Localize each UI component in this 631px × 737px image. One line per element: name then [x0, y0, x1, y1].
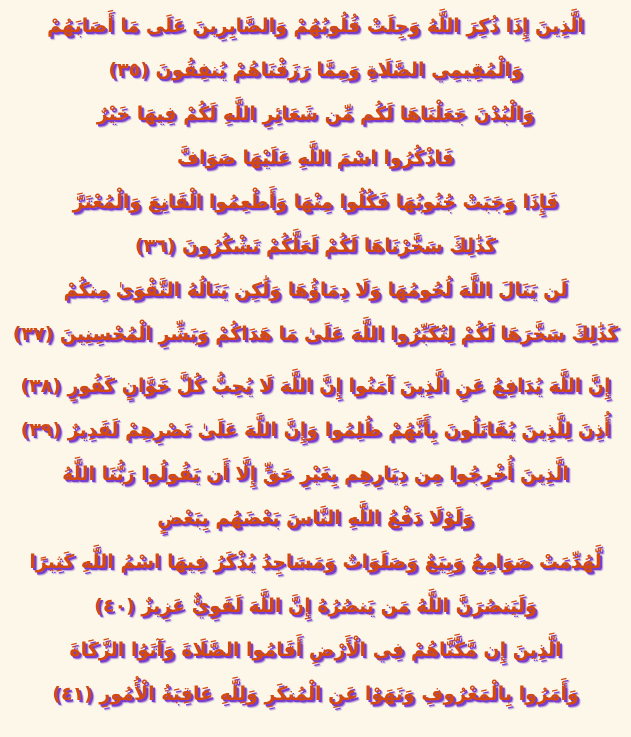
verse-line-5: فَإِذَا وَجَبَتْ جُنُوبُهَا فَكُلُوا مِنْهَا وَأَطْعِمُوا الْقَانِعَ وَالْمُعْتَرَّ [72, 191, 559, 213]
verse-line-6: كَذَٰلِكَ سَخَّرْنَاهَا لَكُمْ لَعَلَّكُمْ تَشْكُرُونَ (٣٦) [134, 235, 497, 257]
verse-line-4: فَاذْكُرُوا اسْمَ اللَّهِ عَلَيْهَا صَوَافَّ [176, 147, 455, 169]
verse-line-8: كَذَٰلِكَ سَخَّرَهَا لَكُمْ لِتُكَبِّرُوا اللَّهَ عَلَىٰ مَا هَدَاكُمْ وَبَشِّرِ الْمُحْسِنِينَ (٣٧) [12, 323, 619, 345]
verse-line-16: وَأَمَرُوا بِالْمَعْرُوفِ وَنَهَوْا عَنِ الْمُنكَرِ وَلِلَّهِ عَاقِبَةُ الْأُمُورِ (٤١) [52, 683, 579, 705]
verse-line-10: أُذِنَ لِلَّذِينَ يُقَاتَلُونَ بِأَنَّهُمْ ظُلِمُوا وَإِنَّ اللَّهَ عَلَىٰ نَصْرِهِمْ لَقَدِيرٌ (٣٩) [20, 419, 611, 441]
verse-line-1: الَّذِينَ إِذَا ذُكِرَ اللَّهُ وَجِلَتْ قُلُوبُهُمْ وَالصَّابِرِينَ عَلَى مَا أَصَابَهُمْ [47, 15, 584, 37]
verse-line-2: وَالْمُقِيمِي الصَّلَاةِ وَمِمَّا رَزَقْنَاهُمْ يُنفِقُونَ (٣٥) [108, 59, 523, 81]
verse-line-11: الَّذِينَ أُخْرِجُوا مِن دِيَارِهِم بِغَيْرِ حَقٍّ إِلَّا أَن يَقُولُوا رَبُّنَا اللَّهُ [62, 463, 569, 485]
verse-line-3: وَالْبُدْنَ جَعَلْنَاهَا لَكُم مِّن شَعَائِرِ اللَّهِ لَكُمْ فِيهَا خَيْرٌ [96, 103, 535, 125]
verse-line-7: لَن يَنَالَ اللَّهَ لُحُومُهَا وَلَا دِمَاؤُهَا وَلَٰكِن يَنَالُهُ التَّقْوَىٰ مِنكُمْ [63, 279, 568, 301]
verse-line-9: إِنَّ اللَّهَ يُدَافِعُ عَنِ الَّذِينَ آمَنُوا إِنَّ اللَّهَ لَا يُحِبُّ كُلَّ خَوَّانٍ كَفُورٍ (٣٨) [20, 375, 611, 397]
verse-line-14: وَلَيَنصُرَنَّ اللَّهُ مَن يَنصُرُهُ إِنَّ اللَّهَ لَقَوِيٌّ عَزِيزٌ (٤٠) [94, 595, 537, 617]
verse-line-12: وَلَوْلَا دَفْعُ اللَّهِ النَّاسَ بَعْضَهُم بِبَعْضٍ [157, 507, 474, 529]
verse-line-15: الَّذِينَ إِن مَّكَّنَّاهُمْ فِي الْأَرْضِ أَقَامُوا الصَّلَاةَ وَآتَوُا الزَّكَاةَ [69, 639, 562, 661]
verse-line-13: لَّهُدِّمَتْ صَوَامِعُ وَبِيَعٌ وَصَلَوَاتٌ وَمَسَاجِدُ يُذْكَرُ فِيهَا اسْمُ اللَّهِ كَثِيرًا [29, 551, 602, 573]
